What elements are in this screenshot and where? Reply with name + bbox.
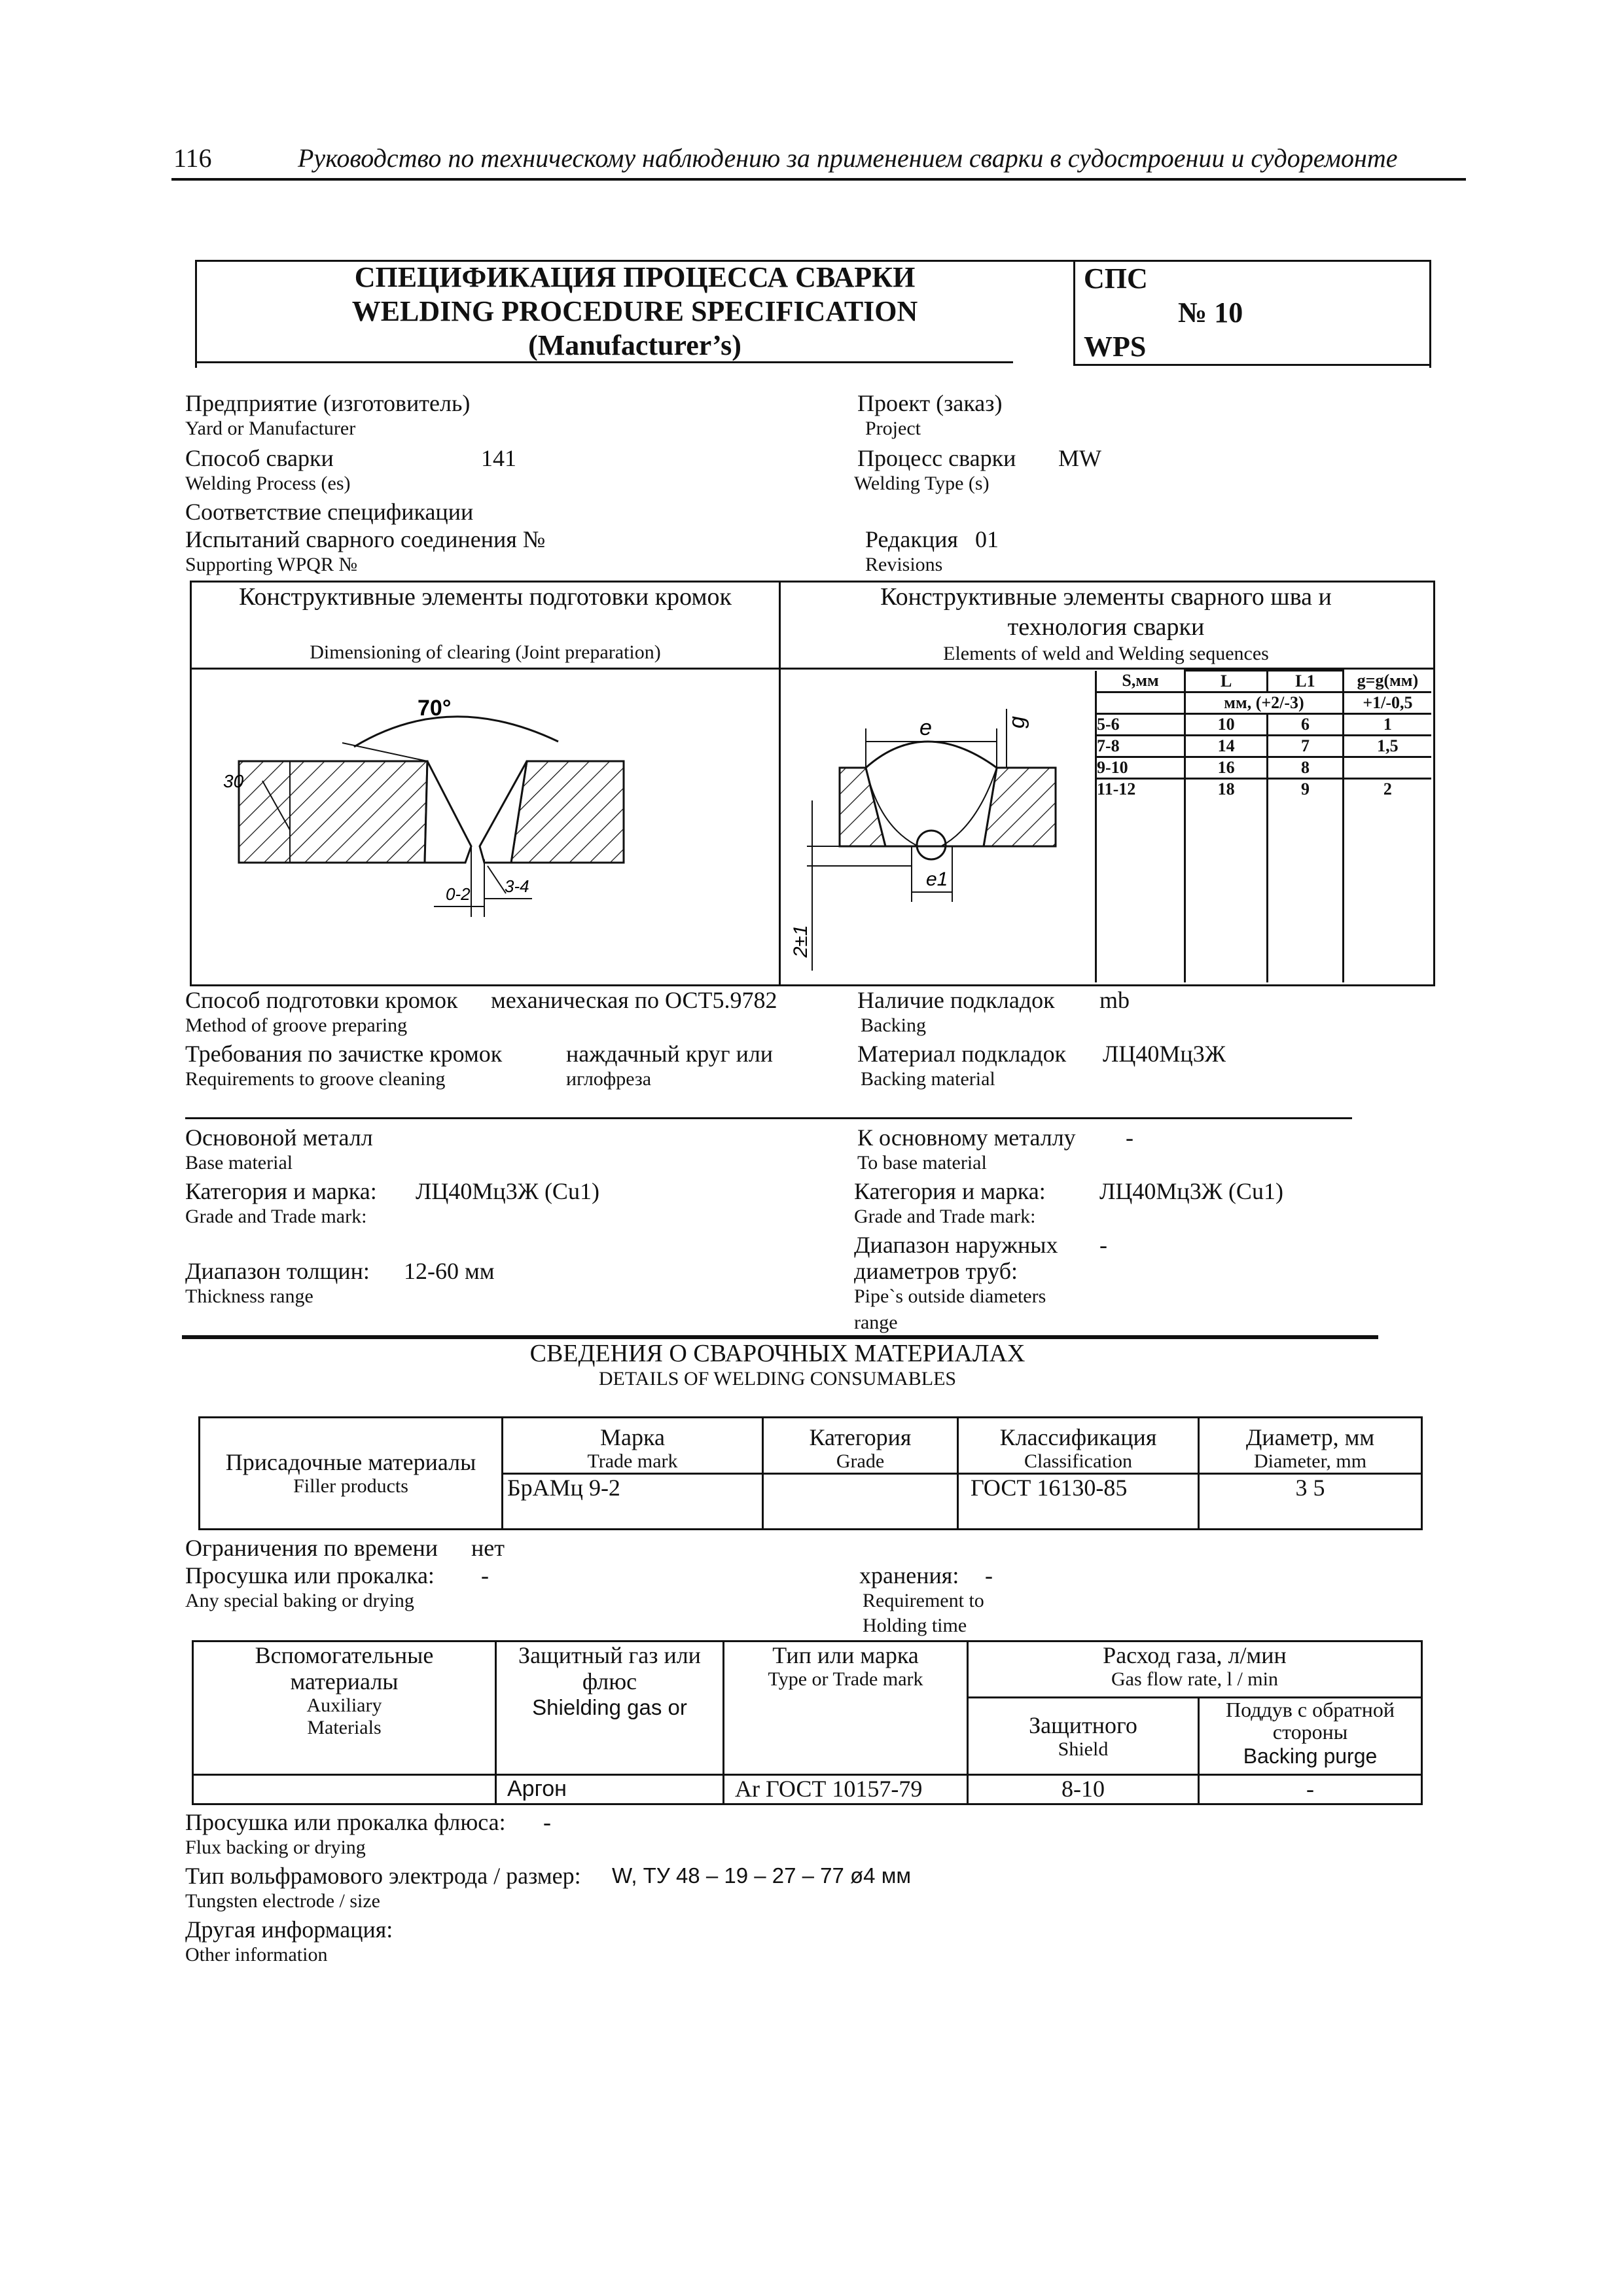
cleaning-label: Требования по зачистке кромок [185,1041,503,1067]
cleaning-value-2: иглофреза [566,1068,652,1090]
wpqr-label: Испытаний сварного соединения № [185,526,546,552]
grade-value: ЛЦ40Мц3Ж (Cu1) [416,1178,599,1204]
weld-elements-drawing [781,670,1097,982]
dim-cell: 1,5 [1343,736,1431,757]
purge-label-1: Поддув с обратной [1226,1698,1395,1721]
other-label-en: Other information [185,1944,328,1965]
height-label: g [1005,716,1029,728]
root-width-label: e1 [926,869,948,890]
diameter-label-en-1: Pipe`s outside diameters [854,1285,1046,1307]
page-number: 116 [173,143,212,173]
type-col-label: Тип или марка [772,1642,919,1668]
col-mark-en: Trade mark [587,1450,678,1472]
joint-right-title-2: технология сварки [1007,613,1205,641]
aux-label-en-2: Materials [307,1717,382,1738]
consumables-title-en: DETAILS OF WELDING CONSUMABLES [598,1368,957,1390]
process-label: Способ сварки [185,445,334,471]
consumables-title: СВЕДЕНИЯ О СВАРОЧНЫХ МАТЕРИАЛАХ [529,1340,1026,1367]
process-value: 141 [481,445,516,471]
col-diameter: Диаметр, мм [1245,1424,1375,1450]
shield-col-label-en: Shield [1058,1738,1109,1760]
backing-material-label: Материал подкладок [857,1041,1067,1067]
gas-table [192,1640,1423,1805]
baking-label: Просушка или прокалка: [185,1562,435,1588]
dim-cell: 8 [1268,757,1344,779]
dim-cell: 7-8 [1096,736,1185,757]
root-height-label: 2±1 [790,925,812,958]
tungsten-value: W, ТУ 48 – 19 – 27 – 77 ø4 мм [612,1863,912,1888]
dim-header-s: S,мм [1096,671,1185,692]
gas-value: Аргон [496,1775,724,1804]
shield-label-1: Защитный газ или [518,1642,701,1668]
dim-cell: 5-6 [1096,714,1185,736]
storage-label: хранения: [859,1562,959,1588]
diameter-label-en-2: range [854,1312,898,1333]
wpqr-label-en: Supporting WPQR № [185,554,358,575]
flux-value: - [543,1809,551,1835]
baking-label-en: Any special baking or drying [185,1590,414,1611]
manufacturer-label-en: Yard or Manufacturer [185,418,356,439]
type-label-en: Welding Type (s) [854,473,990,494]
dim-subheader-g: +1/-0,5 [1343,692,1431,714]
code-en: WPS [1084,331,1147,363]
type-label: Процесс сварки [857,445,1016,471]
flow-label-en: Gas flow rate, l / min [1111,1668,1278,1690]
method-value: механическая по ОСТ5.9782 [491,987,777,1013]
thickness-value: 12-60 мм [404,1258,495,1284]
dim-cell: 1 [1343,714,1431,736]
method-label: Способ подготовки кромок [185,987,458,1013]
backing-value: mb [1099,987,1130,1013]
dim-subheader-l: мм, (+2/-3) [1185,692,1344,714]
diameter-label-1: Диапазон наружных [854,1232,1058,1258]
storage-label-en-2: Holding time [863,1615,967,1636]
grade-label: Категория и марка: [185,1178,377,1204]
purge-label-2: стороны [1272,1720,1348,1744]
plate-right [511,761,624,863]
backing-label: Наличие подкладок [857,987,1055,1013]
joint-right-title-1: Конструктивные элементы сварного шва и [880,583,1332,611]
joint-left-title-en: Dimensioning of clearing (Joint preparation) [310,641,661,663]
base-label: Основоной металл [185,1124,373,1151]
base-label-en: Base material [185,1152,293,1174]
code-ru: СПС [1084,262,1148,295]
joint-right-title-en: Elements of weld and Welding sequences [943,643,1269,664]
thickness-label: Диапазон толщин: [185,1258,370,1284]
project-label: Проект (заказ) [857,390,1003,416]
title-divider [1073,260,1075,366]
dim-cell: 9-10 [1096,757,1185,779]
section-rule [185,1117,1352,1119]
width-label: e [919,715,932,740]
filler-label-cell [200,1418,503,1530]
backing-label-en: Backing [861,1014,926,1036]
plate-left [239,761,427,863]
type-col-label-en: Type or Trade mark [768,1668,923,1690]
revision-label-en: Revisions [865,554,943,575]
dim-cell: 18 [1185,779,1268,983]
revision-label: Редакция [865,526,958,552]
filler-grade [763,1474,958,1530]
dim-cell [1343,757,1431,779]
cleaning-label-en: Requirements to groove cleaning [185,1068,446,1090]
dim-cell: 16 [1185,757,1268,779]
section-rule-thick [182,1335,1378,1339]
filler-table [198,1416,1423,1530]
filler-mark: БрАМц 9-2 [503,1474,763,1530]
dim-header-l1: L1 [1268,671,1344,692]
filler-class: ГОСТ 16130-85 [958,1474,1199,1530]
baking-value: - [481,1562,489,1588]
shield-label-2: флюс [582,1668,637,1695]
dim-header-l: L [1185,671,1268,692]
grade2-label-en: Grade and Trade mark: [854,1206,1036,1227]
backing-material-label-en: Backing material [861,1068,995,1090]
dim-cell: 9 [1268,779,1344,983]
grade2-value: ЛЦ40Мц3Ж (Cu1) [1099,1178,1283,1204]
to-base-value: - [1126,1124,1133,1151]
type-value: MW [1058,445,1101,471]
to-base-label-en: To base material [857,1152,987,1174]
aux-label-en-1: Auxiliary [306,1695,382,1716]
col-diameter-en: Diameter, mm [1253,1450,1367,1472]
col-grade-en: Grade [836,1450,885,1472]
col-class-en: Classification [1024,1450,1132,1472]
conformity-label: Соответствие спецификации [185,499,474,525]
tungsten-label: Тип вольфрамового электрода / размер: [185,1863,581,1889]
thickness-label-en: Thickness range [185,1285,313,1307]
dimension-table [1095,670,1431,982]
shield-label-en: Shielding gas or [532,1695,687,1719]
angle-label: 70° [418,696,452,721]
grade2-label: Категория и марка: [854,1178,1046,1204]
storage-label-en-1: Requirement to [863,1590,984,1611]
to-base-label: К основному металлу [857,1124,1076,1151]
title-bottom-right [1074,364,1429,366]
diameter-label-2: диаметров труб: [854,1258,1018,1284]
backing-material-value: ЛЦ40Мц3Ж [1103,1041,1226,1067]
manufacturer-label: Предприятие (изготовитель) [185,390,471,416]
process-label-en: Welding Process (es) [185,473,351,494]
gas-purge-value: - [1199,1775,1422,1804]
angle-arc [354,717,558,747]
running-title: Руководство по техническому наблюдению за применением сварки в судостроении и судоремонте [298,143,1398,173]
dim-cell: 2 [1343,779,1431,983]
dim-cell: 7 [1268,736,1344,757]
gas-shield-value: 8-10 [968,1775,1199,1804]
gap-label: 0-2 [446,884,471,904]
flux-label-en: Flux backing or drying [185,1837,366,1858]
land-label: 3-4 [505,876,529,896]
method-label-en: Method of groove preparing [185,1014,408,1036]
dim-cell: 10 [1185,714,1268,736]
dim-cell: 14 [1185,736,1268,757]
header-rule [171,178,1466,181]
dim-header-g: g=g(мм) [1343,671,1431,692]
grade-label-en: Grade and Trade mark: [185,1206,367,1227]
filler-label: Присадочные материалы [225,1449,476,1475]
flow-label: Расход газа, л/мин [1103,1642,1287,1668]
time-label: Ограничения по времени [185,1535,438,1561]
other-label: Другая информация: [185,1916,393,1943]
filler-label-en: Filler products [293,1475,408,1497]
purge-label-en: Backing purge [1243,1744,1378,1768]
title-en: WELDING PROCEDURE SPECIFICATION [351,295,918,327]
col-class: Классификация [999,1424,1157,1450]
aux-label-2: материалы [290,1668,399,1695]
cleaning-value: наждачный круг или [566,1041,774,1067]
col-mark: Марка [600,1424,665,1450]
dim-cell: 11-12 [1096,779,1185,983]
tungsten-label-en: Tungsten electrode / size [185,1890,380,1912]
dim-cell: 6 [1268,714,1344,736]
diameter-value: - [1099,1232,1107,1258]
joint-left-title: Конструктивные элементы подготовки кромок [239,583,732,611]
joint-preparation-drawing [192,670,779,982]
project-label-en: Project [865,418,921,439]
gas-type-value: Ar ГОСТ 10157-79 [724,1775,968,1804]
shield-col-label: Защитного [1029,1712,1137,1738]
col-grade: Категория [809,1424,912,1450]
storage-value: - [985,1562,993,1588]
flux-label: Просушка или прокалка флюса: [185,1809,506,1835]
title-ru: СПЕЦИФИКАЦИЯ ПРОЦЕССА СВАРКИ [354,261,916,293]
aux-label-1: Вспомогательные [255,1642,434,1668]
wps-number: № 10 [1178,296,1243,329]
revision-value: 01 [975,526,999,552]
title-subtitle: (Manufacturer’s) [528,329,741,361]
bevel-label: 30 [223,771,244,791]
filler-diameter: 3 5 [1199,1474,1422,1530]
time-value: нет [471,1535,505,1561]
